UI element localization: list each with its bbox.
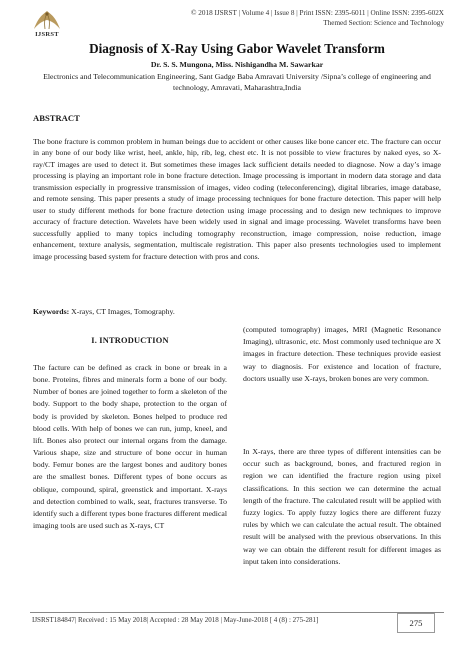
intro-right-paragraph-2: In X-rays, there are three types of different intensities can be occur such as background, bones, and fractured region in region we can identified the fracture region using pixel classifications. In this section we can determine the actual length of the fracture. The calculated result will be applied with fuzzy logics. To apply fuzzy logics there are different fuzzy rules by which we can calculate the actual result. The obtained result will be analysed with the previous observations. In this way we can obtain the different result for different images as input taken into considerations. xyxy=(243,447,441,566)
ornament-icon xyxy=(30,9,64,31)
keywords-label: Keywords: xyxy=(33,307,70,316)
intro-right-paragraph-1: (computed tomography) images, MRI (Magnetic Resonance Imaging), ultrasonic, etc. Most commonly used technique are X images in fracture detection. These techniques provide easiest way to diagnosis. For existence and location of fracture, doctors usually use X-rays, broken bones are very common. xyxy=(243,325,441,383)
paper-title: Diagnosis of X-Ray Using Gabor Wavelet Transform xyxy=(89,41,385,56)
journal-header xyxy=(191,8,444,28)
issue-line: © 2018 IJSRST | Volume 4 | Issue 8 | Print ISSN: 2395-6011 | Online ISSN: 2395-602X xyxy=(191,9,444,17)
journal-logo xyxy=(30,9,64,37)
affiliation: Electronics and Telecommunication Engineering, Sant Gadge Baba Amravati University /Sipna’s college of engineering and technology, Amravati, Maharashtra,India xyxy=(43,72,431,92)
logo-text: IJSRST xyxy=(35,31,59,38)
keywords xyxy=(33,307,175,316)
abstract-text: The bone fracture is common problem in human beings due to accident or other causes like bone cancer etc. The fracture can occur in any bone of our body like wrist, heel, ankle, hip, rib, leg, chest etc. It is not possible to view fractures by naked eyes, so X-ray/CT images are used to detect it. But sometimes these images lack sufficient details needed to diagnose. Now a day’s image processing is playing an important role in bone fracture detection. Image processing is important in modern data storage and data transmission especially in progressive transmission of images, video coding (teleconferencing), digital libraries, image database, and remote sensing. This paper presents a study of image processing techniques for bone fracture detection. This paper will help user to study different methods for bone fracture detection using image processing and to design new techniques to improve accuracy of fracture detection. Wavelets have been widely used in signal and image processing. Wavelet transforms have been successfully applied to many topics including tomography reconstruction, image compression, noise reduction, image enhancement, texture analysis, segmentation, multiscale registration. This paper also presents technologies used to implement image processing based system for fracture detection with pros and cons. xyxy=(33,137,441,261)
section-heading: I. INTRODUCTION xyxy=(91,336,169,345)
keywords-value: X-rays, CT Images, Tomography. xyxy=(69,307,175,316)
theme-line: Themed Section: Science and Technology xyxy=(323,19,444,27)
author-list: Dr. S. S. Mungona, Miss. Nishigandha M. Sawarkar xyxy=(150,60,324,69)
abstract-heading: ABSTRACT xyxy=(33,113,80,123)
intro-left-column: The facture can be defined as crack in bone or break in a bone. Proteins, fibres and minerals form a bone of our body. Number of bones are joined together to form a skeleton of the body. Support to the body shape, protection to the organ of body is provided by skeleton. Bones helped to produce red blood cells. With help of bones we can run, jump, kneel, and lift. Bones also protect our internal organs from the damage. Various shape, size and structure of bone occur in human body. Femur bones are the largest bones and auditory bones are the smallest bones. Different types of bone occurs as oblique, compound, spiral, greenstick and important. X-rays and detection combined to walk, seat, fractures transverse. To identify such a different types bone fractures different medical imaging tools are used such as X-rays, CT xyxy=(33,363,227,531)
footer-divider xyxy=(30,612,444,613)
page-number: 275 xyxy=(397,613,435,633)
footer-citation: IJSRST184847| Received : 15 May 2018| Accepted : 28 May 2018 | May-June-2018 [ 4 (8) : 275-281] xyxy=(32,616,319,624)
